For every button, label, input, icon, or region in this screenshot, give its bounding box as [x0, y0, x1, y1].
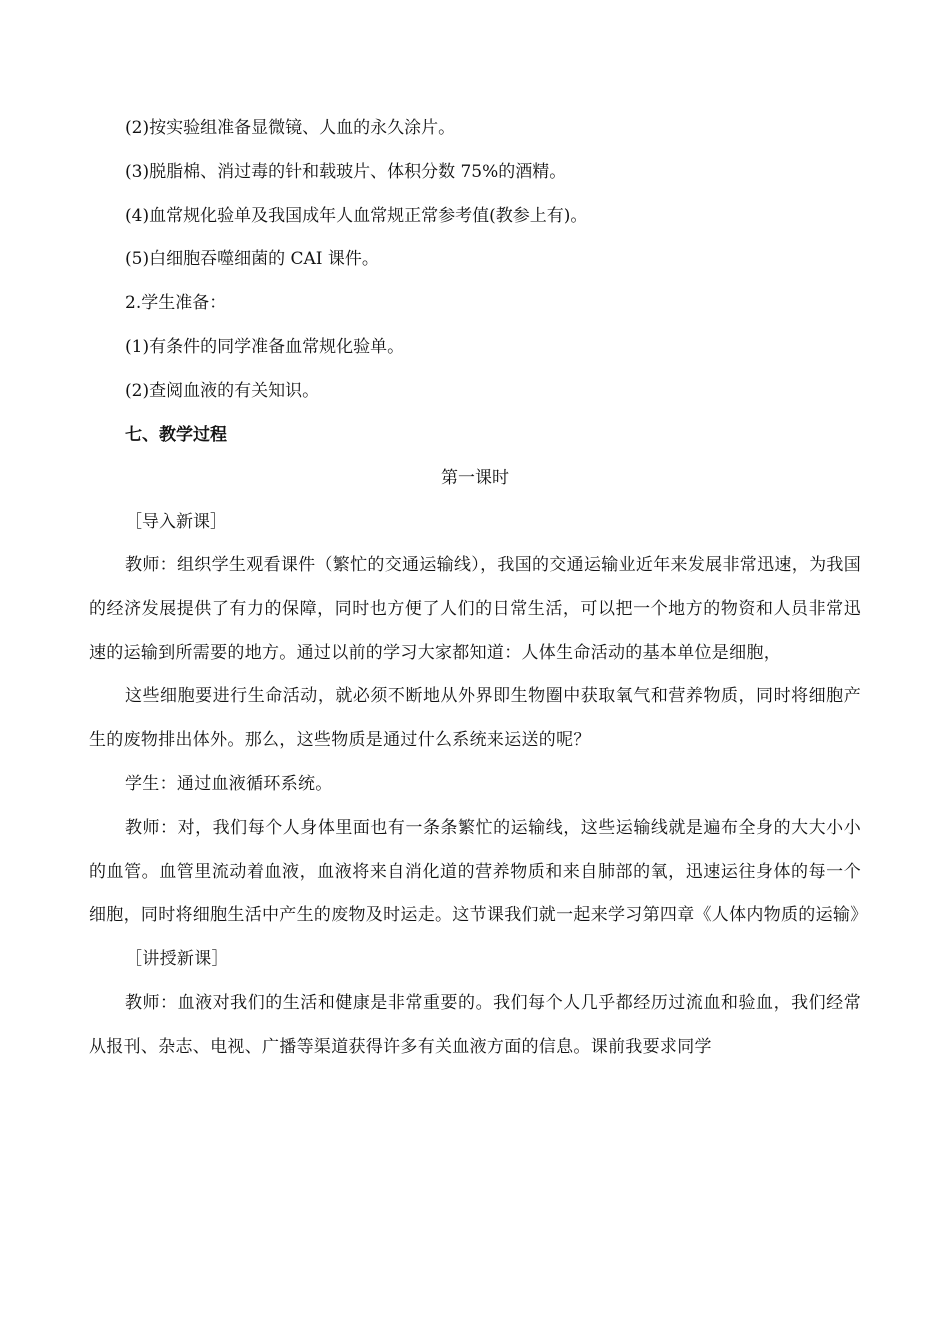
paragraph-blood: 教师：血液对我们的生活和健康是非常重要的。我们每个人几乎都经历过流血和验血，我们经常从报刊、杂志、电视、广播等渠道获得许多有关血液方面的信息。课前我要求同学: [89, 993, 861, 1057]
list-item: (5)白细胞吞噬细菌的 CAI 课件。: [125, 249, 379, 270]
list-item: (2)查阅血液的有关知识。: [125, 380, 320, 401]
paragraph-intro: 教师：组织学生观看课件（繁忙的交通运输线），我国的交通运输业近年来发展非常迅速，为我国的经济发展提供了有力的保障，同时也方便了人们的日常生活，可以把一个地方的物资和人员非常迅速的运输到所需要的地方。通过以前的学习大家都知道：人体生命活动的基本单位是细胞，: [89, 555, 861, 663]
teach-label: ［讲授新课］: [125, 949, 229, 970]
lesson-title: 第一课时: [441, 468, 509, 489]
list-item: (4)血常规化验单及我国成年人血常规正常参考值(教参上有)。: [125, 205, 588, 226]
paragraph-transport: 教师：对，我们每个人身体里面也有一条条繁忙的运输线，这些运输线就是遍布全身的大大小小的血管。血管里流动着血液，血液将来自消化道的营养物质和来自肺部的氧，迅速运往身体的每一个细胞，同时将细胞生活中产生的废物及时运走。这节课我们就一起来学习第四章《人体内物质的运输》: [89, 817, 868, 926]
subsection-heading: 2.学生准备：: [125, 293, 227, 314]
list-item: (1)有条件的同学准备血常规化验单。: [125, 336, 405, 357]
student-answer: 学生：通过血液循环系统。: [125, 774, 333, 795]
section-heading: 七、教学过程: [125, 424, 227, 445]
paragraph-cells: 这些细胞要进行生命活动，就必须不断地从外界即生物圈中获取氧气和营养物质，同时将细胞产生的废物排出体外。那么，这些物质是通过什么系统来运送的呢？: [89, 686, 861, 751]
document-content: [89, 118, 868, 1082]
list-item: (3)脱脂棉、消过毒的针和载玻片、体积分数 75%的酒精。: [125, 161, 567, 182]
list-item: (2)按实验组准备显微镜、人血的永久涂片。: [125, 118, 456, 138]
intro-label: ［导入新课］: [125, 512, 227, 533]
